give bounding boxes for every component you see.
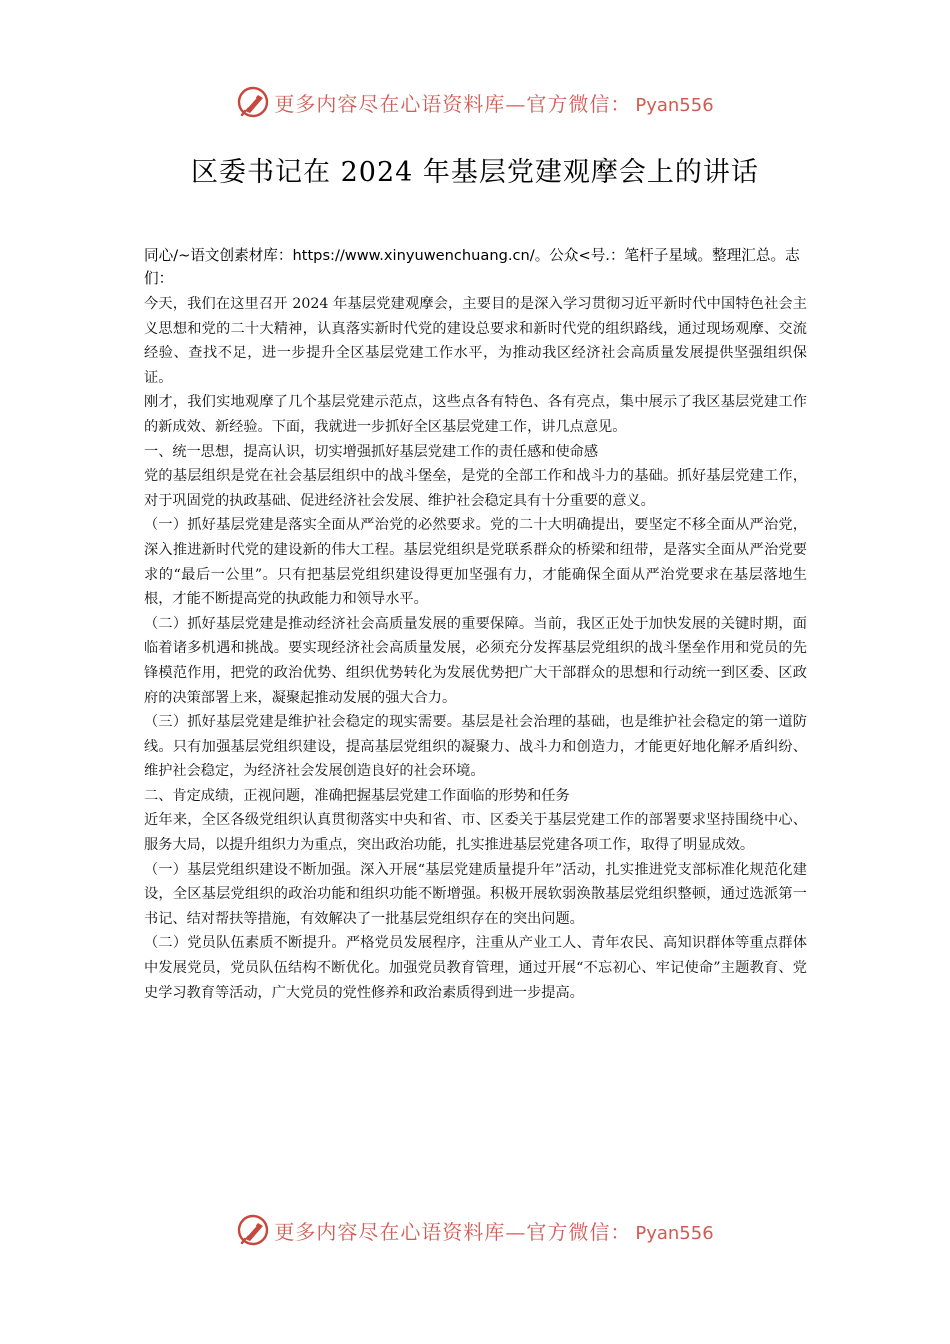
pen-nib-logo-icon (236, 1213, 270, 1247)
banner-label: 更多内容尽在心语资料库—官方微信： (274, 1219, 632, 1244)
source-note: 同心/~语文创素材库：https://www.xinyuwenchuang.cn/。公众<号.：笔杆子星域。整理汇总。志们： (144, 247, 800, 287)
paragraph: （二）党员队伍素质不断提升。严格党员发展程序，注重从产业工人、青年农民、高知识群体等重点群体中发展党员，党员队伍结构不断优化。加强党员教育管理，通过开展“不忘初心、牢记使命”主题教育、党史学习教育等活动，广大党员的党性修养和政治素质得到进一步提高。 (144, 935, 807, 1001)
paragraph: （三）抓好基层党建是维护社会稳定的现实需要。基层是社会治理的基础，也是维护社会稳定的第一道防线。只有加强基层党组织建设，提高基层党组织的凝聚力、战斗力和创造力，才能更好地化解矛盾纠纷、维护社会稳定，为经济社会发展创造良好的社会环境。 (144, 714, 807, 780)
paragraph: （二）抓好基层党建是推动经济社会高质量发展的重要保障。当前，我区正处于加快发展的关键时期，面临着诸多机遇和挑战。要实现经济社会高质量发展，必须充分发挥基层党组织的战斗堡垒作用和党员的先锋模范作用，把党的政治优势、组织优势转化为发展优势把广大干部群众的思想和行动统一到区委、区政府的决策部署上来，凝聚起推动发展的强大合力。 (144, 615, 807, 706)
banner-wechat-id: Pyan556 (635, 94, 714, 116)
banner-label: 更多内容尽在心语资料库—官方微信： (274, 91, 632, 116)
paragraph: （一）基层党组织建设不断加强。深入开展“基层党建质量提升年”活动，扎实推进党支部标准化规范化建设，全区基层党组织的政治功能和组织功能不断增强。积极开展软弱涣散基层党组织整顿，通过选派第一书记、结对帮扶等措施，有效解决了一批基层党组织存在的突出问题。 (144, 861, 807, 927)
paragraph: 党的基层组织是党在社会基层组织中的战斗堡垒，是党的全部工作和战斗力的基础。抓好基层党建工作，对于巩固党的执政基础、促进经济社会发展、维护社会稳定具有十分重要的意义。 (144, 468, 807, 509)
paragraph: （一）抓好基层党建是落实全面从严治党的必然要求。党的二十大明确提出，要坚定不移全面从严治党，深入推进新时代党的建设新的伟大工程。基层党组织是党联系群众的桥梁和纽带，是落实全面从严治党要求的“最后一公里”。只有把基层党组织建设得更加坚强有力，才能确保全面从严治党要求在基层落地生根，才能不断提高党的执政能力和领导水平。 (144, 517, 807, 608)
section-heading: 一、统一思想，提高认识，切实增强抓好基层党建工作的责任感和使命感 (144, 443, 599, 460)
paragraph: 今天，我们在这里召开 2024 年基层党建观摩会，主要目的是深入学习贯彻习近平新时代中国特色社会主义思想和党的二十大精神，认真落实新时代党的建设总要求和新时代党的组织路线，通过现场观摩、交流经验、查找不足，进一步提升全区基层党建工作水平，为推动我区经济社会高质量发展提供坚强组织保证。 (144, 296, 807, 386)
paragraph: 刚才，我们实地观摩了几个基层党建示范点，这些点各有特色、各有亮点，集中展示了我区基层党建工作的新成效、新经验。下面，我就进一步抓好全区基层党建工作，讲几点意见。 (144, 394, 807, 435)
header-watermark-banner (0, 82, 950, 122)
pen-nib-logo-icon (236, 85, 270, 119)
banner-wechat-id: Pyan556 (635, 1222, 714, 1244)
paragraph: 近年来，全区各级党组织认真贯彻落实中央和省、市、区委关于基层党建工作的部署要求坚持围绕中心、服务大局，以提升组织力为重点，突出政治功能，扎实推进基层党建各项工作，取得了明显成效。 (144, 812, 807, 854)
banner-text (274, 1216, 713, 1245)
footer-watermark-banner (0, 1210, 950, 1250)
document-title: 区委书记在 2024 年基层党建观摩会上的讲话 (191, 157, 759, 188)
banner-text (274, 88, 713, 117)
document-body (144, 292, 807, 1005)
section-heading: 二、肯定成绩，正视问题，准确把握基层党建工作面临的形势和任务 (144, 787, 570, 804)
